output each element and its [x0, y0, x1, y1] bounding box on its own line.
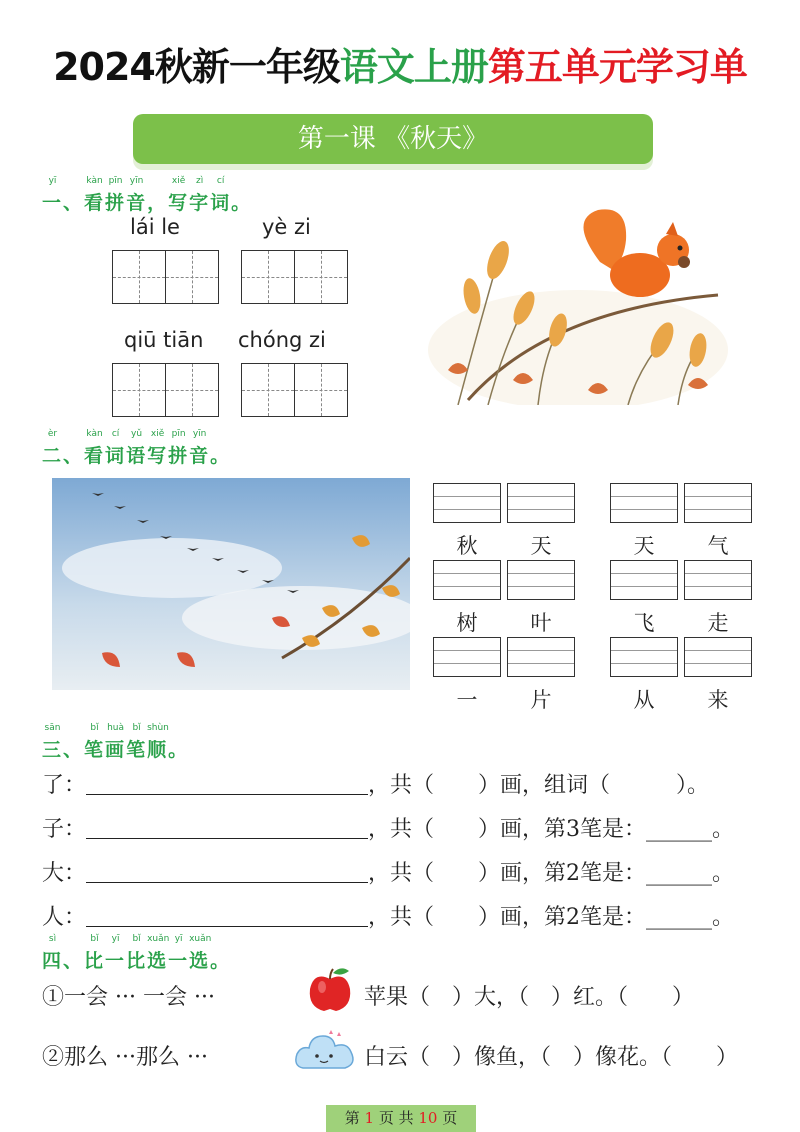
word-char: 气 — [707, 534, 729, 558]
heading-char: 二 èr — [42, 429, 64, 467]
heading-char: 字 zì — [189, 176, 211, 214]
heading-pinyin: xuǎn — [189, 934, 212, 944]
stroke-row-mid: ，共（ ）画， — [368, 861, 545, 886]
pinyin-label-3: qiū tiān — [124, 328, 204, 352]
stroke-order-blank[interactable] — [86, 772, 368, 795]
stroke-row-tail: 第2笔是：______。 — [544, 905, 735, 930]
heading-pinyin: yī — [111, 934, 120, 944]
heading-char: 比 bǐ — [84, 934, 106, 972]
heading-char: 四 sì — [42, 934, 64, 972]
heading-char: 笔 bǐ — [126, 723, 148, 761]
cloud-icon — [293, 1028, 355, 1076]
heading-pinyin: yī — [48, 176, 57, 186]
stroke-row-char: 子： — [42, 817, 87, 842]
heading-pinyin: pīn — [171, 429, 186, 439]
title-part-subject: 语文上册 — [339, 45, 488, 89]
heading-char: 选 xuǎn — [189, 934, 212, 972]
stroke-row-mid: ，共（ ）画， — [368, 773, 545, 798]
heading-char: 音 yīn — [126, 176, 148, 214]
tianzi-grid-1[interactable] — [112, 250, 219, 304]
pinyin-grid[interactable] — [433, 483, 501, 523]
heading-pinyin: bǐ — [90, 934, 99, 944]
heading-char: 画 huà — [105, 723, 127, 761]
heading-pinyin: bǐ — [132, 934, 141, 944]
word-char: 来 — [707, 688, 729, 712]
heading-char: 词 cí — [105, 429, 127, 467]
heading-char: 。 — [231, 192, 253, 214]
pinyin-grid[interactable] — [433, 637, 501, 677]
footer-pre: 第 — [344, 1109, 365, 1127]
pinyin-grid[interactable] — [684, 560, 752, 600]
heading-pinyin: sān — [44, 723, 61, 733]
heading-pinyin: kàn — [86, 176, 103, 186]
heading-pinyin: yī — [174, 934, 183, 944]
heading-char: 看 kàn — [84, 176, 106, 214]
geese-autumn-illustration — [52, 478, 410, 690]
word-char: 秋 — [456, 534, 478, 558]
pinyin-grid[interactable] — [684, 637, 752, 677]
stroke-row-mid: ，共（ ）画， — [368, 817, 545, 842]
heading-pinyin: yīn — [192, 429, 207, 439]
stroke-row-char: 大： — [42, 861, 87, 886]
pinyin-grid[interactable] — [507, 483, 575, 523]
word-char: 飞 — [633, 611, 655, 635]
apple-icon — [305, 965, 355, 1013]
choice-row-1-left: ①一会 ··· 一会 ··· — [42, 985, 215, 1010]
choice-row-2-left: ②那么 ···那么 ··· — [42, 1045, 208, 1070]
heading-char: 。 — [210, 445, 232, 467]
page-footer — [326, 1105, 476, 1132]
pinyin-label-2: yè zi — [262, 215, 311, 239]
stroke-row-2 — [42, 812, 734, 843]
heading-char: 拼 pīn — [168, 429, 190, 467]
heading-char: 一 yī — [105, 934, 127, 972]
word-char: 树 — [456, 611, 478, 635]
stroke-order-blank[interactable] — [86, 904, 368, 927]
stroke-row-4 — [42, 900, 734, 931]
total-pages: 10 — [418, 1109, 438, 1127]
heading-pinyin: xiě — [150, 429, 165, 439]
section-3-heading — [42, 723, 190, 762]
page-title — [0, 36, 800, 91]
word-char: 天 — [530, 534, 552, 558]
heading-char: 选 xuǎn — [147, 934, 170, 972]
stroke-row-1 — [42, 768, 709, 799]
stroke-row-mid: ，共（ ）画， — [368, 905, 545, 930]
heading-pinyin: yīn — [129, 176, 144, 186]
stroke-order-blank[interactable] — [86, 860, 368, 883]
stroke-row-tail: 组词（ ）。 — [544, 773, 710, 798]
footer-post: 页 — [437, 1109, 458, 1127]
heading-pinyin: huà — [107, 723, 125, 733]
heading-char: 看 kàn — [84, 429, 106, 467]
heading-char: 词 cí — [210, 176, 232, 214]
heading-pinyin: xiě — [171, 176, 186, 186]
word-char: 一 — [456, 688, 478, 712]
heading-char: 、 — [63, 950, 85, 972]
heading-pinyin: sì — [48, 934, 57, 944]
heading-char: 音 yīn — [189, 429, 211, 467]
stroke-row-char: 了： — [42, 773, 87, 798]
heading-char: 拼 pīn — [105, 176, 127, 214]
word-char: 从 — [633, 688, 655, 712]
title-part-year: 2024秋新一年级 — [53, 45, 340, 89]
heading-char: 、 — [63, 192, 85, 214]
heading-char: 、 — [63, 445, 85, 467]
word-char: 叶 — [530, 611, 552, 635]
pinyin-label-1: lái le — [130, 215, 180, 239]
heading-char: 比 bǐ — [126, 934, 148, 972]
pinyin-grid[interactable] — [433, 560, 501, 600]
tianzi-grid-4[interactable] — [241, 363, 348, 417]
tianzi-grid-3[interactable] — [112, 363, 219, 417]
heading-char: 。 — [168, 739, 190, 761]
pinyin-grid[interactable] — [610, 637, 678, 677]
pinyin-grid[interactable] — [507, 637, 575, 677]
stroke-row-char: 人： — [42, 905, 87, 930]
heading-char: 顺 shùn — [147, 723, 169, 761]
heading-pinyin: shùn — [147, 723, 169, 733]
pinyin-label-4: chóng zi — [238, 328, 326, 352]
choice-row-1-right: 苹果（ ）大，（ ）红。（ ） — [364, 985, 695, 1010]
section-4-heading — [42, 934, 232, 973]
section-2-heading — [42, 429, 232, 468]
title-part-unit: 第五单元学习单 — [487, 45, 747, 89]
word-char: 走 — [707, 611, 729, 635]
word-char: 片 — [530, 688, 552, 712]
choice-row-2-right: 白云（ ）像鱼，（ ）像花。（ ） — [364, 1045, 739, 1070]
stroke-row-tail: 第3笔是：______。 — [544, 817, 735, 842]
heading-char: 语 yǔ — [126, 429, 148, 467]
heading-pinyin: cí — [216, 176, 225, 186]
pinyin-grid[interactable] — [507, 560, 575, 600]
heading-char: 写 xiě — [168, 176, 190, 214]
heading-pinyin: bǐ — [132, 723, 141, 733]
heading-char: 。 — [210, 950, 232, 972]
word-char: 天 — [633, 534, 655, 558]
heading-char: 三 sān — [42, 723, 64, 761]
heading-char: ， — [147, 192, 169, 214]
heading-pinyin: bǐ — [90, 723, 99, 733]
stroke-row-tail: 第2笔是：______。 — [544, 861, 735, 886]
heading-pinyin: zì — [196, 176, 204, 186]
heading-char: 写 xiě — [147, 429, 169, 467]
pinyin-grid[interactable] — [610, 483, 678, 523]
heading-char: 、 — [63, 739, 85, 761]
current-page: 1 — [364, 1109, 375, 1127]
heading-pinyin: cí — [111, 429, 120, 439]
heading-char: 笔 bǐ — [84, 723, 106, 761]
pinyin-grid[interactable] — [610, 560, 678, 600]
heading-pinyin: xuǎn — [147, 934, 170, 944]
heading-char: 一 yī — [42, 176, 64, 214]
squirrel-autumn-illustration — [428, 200, 728, 405]
heading-char: 一 yī — [168, 934, 190, 972]
heading-pinyin: pīn — [108, 176, 123, 186]
section-1-heading — [42, 176, 253, 215]
heading-pinyin: èr — [47, 429, 58, 439]
tianzi-grid-2[interactable] — [241, 250, 348, 304]
heading-pinyin: kàn — [86, 429, 103, 439]
stroke-row-3 — [42, 856, 734, 887]
lesson-banner: 第一课 《秋天》 — [133, 114, 653, 164]
footer-mid: 页 共 — [374, 1109, 419, 1127]
pinyin-grid[interactable] — [684, 483, 752, 523]
stroke-order-blank[interactable] — [86, 816, 368, 839]
heading-pinyin: yǔ — [131, 429, 143, 439]
